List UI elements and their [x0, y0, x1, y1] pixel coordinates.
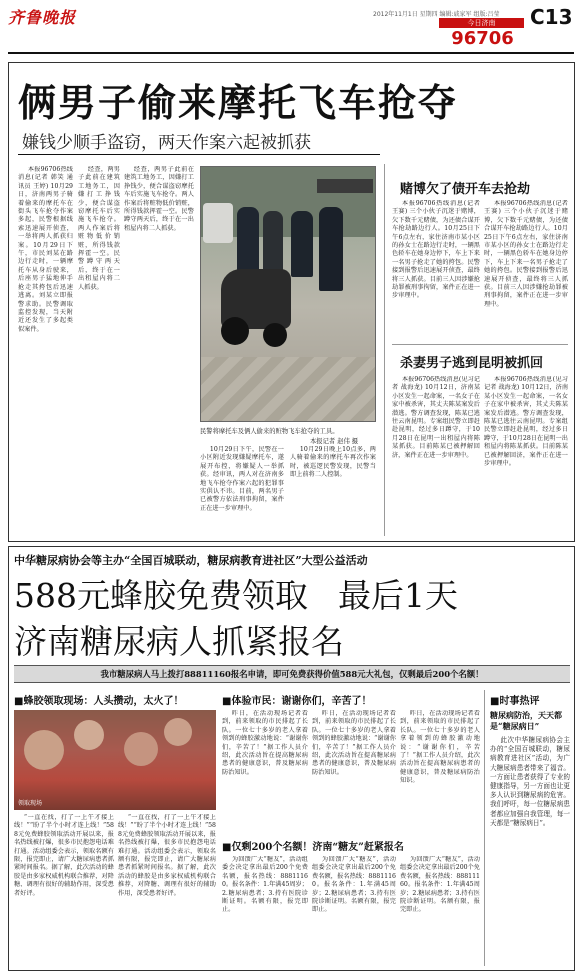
lead-photo-caption: 民警将摩托车及俩人偷来的赃物飞车抢夺的工具。 [200, 428, 339, 435]
ad-photo-crowd-3 [124, 732, 158, 766]
lead-col-2-text: 经查，两男子此前在建筑工地务工，因嫌打工挣钱少，便合谋盗窃摩托车后实施飞车抢夺。两人作案后将赃物低价销赃，所得钱款挥霍一空。民警蹲守两天后，终于在一出租屋内将二人抓获。 [78, 166, 120, 291]
lead-bottom-text-1: 10月29日下午，民警在一小区附近发现嫌疑摩托车，遂展开布控，将嫌疑人一举抓获。经审讯，两人对在济南多地飞车抢夺作案六起的犯罪事实供认不讳。目前，两名男子已被警方依法刑事拘留，案件正在进一步审理中。 [200, 446, 284, 512]
ad-col-4-body [490, 736, 570, 966]
lead-subhead-rule [18, 154, 380, 155]
lead-col-2 [78, 166, 120, 536]
side-story-divider [392, 344, 568, 345]
ad-col-4-divider [484, 690, 485, 966]
lead-divider [384, 164, 385, 536]
side-story-2-text-2: 本报96706热线消息(见习记者 战海龙) 10月12日，济南某小区发生一起命案，一名女子在家中被杀害，其丈夫陈某案发后潜逃。警方调查发现，陈某已逃往云南昆明。专案组民警立即赶赴昆明，经过多日蹲守，于10月28日在昆明一出租屋内将陈某抓获。目前陈某已被押解回济，案件正在进一步审理中。 [484, 376, 568, 468]
ad-headline-1 [14, 570, 458, 617]
photo-car [203, 203, 233, 243]
side-story-1-text-2: 本报96706热线消息(记者 王赛) 三个小伙子沉迷于赌博，欠下数千元赌债，为还债合谋开车抢劫路边行人。10月25日下午6点左右，家住济南市某小区的孙女士在路边行走时，一辆黑色轿车在她身边停下，车上下来一名男子抢走了她的挎包。民警接到报警后迅速展开侦查，最终将三人抓获。目前三人因涉嫌抢劫罪被刑事拘留，案件正在进一步审理中。 [484, 200, 568, 308]
ad-col-2c [400, 710, 480, 830]
masthead-date-line: 2012年11月1日 星期四 编辑:戚家军 组版:吕莹 [373, 11, 500, 18]
ad-col-1-text-2: “一直在找，打了一上午才接上线！”“盼了半个小时才连上线！”588元免费蜂胶领取活动开展以来，报名热线被打爆，很多市民抱怨电话难打通。活动组委会表示，领取名额有限，报完即止，请广大糖尿病患者抓紧时间报名。据了解，此次活动的蜂胶是由多家权威机构联合推荐，对降糖、调理有很好的辅助作用，深受患者好评。 [118, 814, 216, 897]
lead-col-3 [124, 166, 194, 536]
photo-officer-4 [319, 207, 343, 291]
lead-photo-credit: 本报记者 赵伟 摄 [310, 438, 359, 445]
photo-pavement [201, 357, 376, 422]
hotline-number: 96706 [451, 28, 514, 49]
ad-col-2-text-3: 昨日，在活动现场记者看到，前来领取的市民排起了长队。一位七十多岁的老人拿着领到的蜂胶激动地说：“谢谢你们，辛苦了！”据工作人员介绍，此次活动旨在提高糖尿病患者的健康意识，普及糖尿病防治知识。 [400, 710, 480, 785]
ad-headline-2: 济南糖尿病人抓紧报名 [14, 622, 344, 661]
ad-col-3c [400, 856, 480, 966]
ad-col-2a [222, 710, 308, 830]
lead-bottom-col-1 [200, 446, 284, 536]
section-tag: 今日济南 [439, 18, 524, 28]
ad-headline-1-text: 588元蜂胶免费领取 [14, 576, 308, 615]
photo-wheel-rear [263, 323, 287, 347]
ad-photo-crowd-4 [164, 718, 192, 746]
ad-photo-caption: 领取现场 [18, 800, 43, 807]
ad-col-4-heading: ■时事热评 [490, 696, 540, 707]
ad-col-1-text: “一直在找，打了一上午才接上线！”“盼了半个小时才连上线！”588元免费蜂胶领取活动开展以来，报名热线被打爆，很多市民抱怨电话难打通。活动组委会表示，领取名额有限，报完即止，请广大糖尿病患者抓紧时间报名。据了解，此次活动的蜂胶是由多家权威机构联合推荐，对降糖、调理有很好的辅助作用，深受患者好评。 [14, 814, 114, 897]
side-story-1-col-1 [392, 200, 480, 340]
photo-sign [317, 179, 373, 193]
lead-bottom-text-2: 10月29日晚上10点多，两人骑着偷来的摩托车再次作案时，被巡逻民警发现，民警当即上前将二人控制。 [290, 446, 376, 479]
lead-subhead: 嫌钱少顺手盗窃，两天作案六起被抓获 [22, 133, 311, 153]
page-number: C13 [530, 5, 573, 29]
ad-top-line: 中华糖尿病协会等主办“全国百城联动，糖尿病教育进社区”大型公益活动 [14, 554, 368, 567]
side-story-1-text: 本报96706热线消息(记者 王赛) 三个小伙子沉迷于赌博，欠下数千元赌债，为还债合谋开车抢劫路边行人。10月25日下午6点左右，家住济南市某小区的孙女士在路边行走时，一辆黑色轿车在她身边停下，车上下来一名男子抢走了她的挎包。民警接到报警后迅速展开侦查，最终将三人抓获。目前三人因涉嫌抢劫罪被刑事拘留，案件正在进一步审理中。 [392, 200, 480, 300]
ad-col-3a [222, 856, 308, 966]
side-story-2-col-1 [392, 376, 480, 536]
photo-wheel-front [221, 317, 249, 345]
masthead-logo: 齐鲁晚报 [8, 8, 77, 27]
lead-bottom-col-2 [290, 446, 376, 536]
lead-headline: 俩男子偷来摩托飞车抢夺 [18, 80, 459, 125]
side-story-2-text: 本报96706热线消息(见习记者 战海龙) 10月12日，济南某小区发生一起命案，一名女子在家中被杀害，其丈夫陈某案发后潜逃。警方调查发现，陈某已逃往云南昆明。专案组民警立即赶赴昆明，经过多日蹲守，于10月28日在昆明一出租屋内将陈某抓获。目前陈某已被押解回济，案件正在进一步审理中。 [392, 376, 480, 459]
side-story-1-col-2 [484, 200, 568, 340]
photo-officer-1 [237, 207, 259, 277]
ad-col-2-text: 昨日，在活动现场记者看到，前来领取的市民排起了长队。一位七十多岁的老人拿着领到的蜂胶激动地说：“谢谢你们，辛苦了！”据工作人员介绍，此次活动旨在提高糖尿病患者的健康意识，普及糖尿病防治知识。 [222, 710, 308, 776]
lead-col-3-text: 经查，两男子此前在建筑工地务工，因嫌打工挣钱少，便合谋盗窃摩托车后实施飞车抢夺。两人作案后将赃物低价销赃，所得钱款挥霍一空。民警蹲守两天后，终于在一出租屋内将二人抓获。 [124, 166, 194, 232]
ad-col-1-heading: ■蜂胶领取现场：人头攒动，太火了！ [14, 696, 184, 707]
lead-col-1 [18, 166, 73, 536]
ad-col-4-text: 此次中华糖尿病协会主办的“全国百城联动，糖尿病教育进社区”活动，为广大糖尿病患者带来了福音。一方面让患者获得了专业的健康指导，另一方面也让更多人认识到糖尿病的危害。我们呼吁，每一位糖尿病患者都应加强自我管理，每一天都是“糖尿病日”。 [490, 736, 570, 827]
ad-col-2-heading: ■体验市民：谢谢你们，辛苦了！ [222, 696, 372, 707]
ad-photo-crowd-1 [24, 730, 64, 770]
masthead-rule [8, 52, 574, 54]
ad-banner [14, 665, 570, 683]
ad-col-2-text-2: 昨日，在活动现场记者看到，前来领取的市民排起了长队。一位七十多岁的老人拿着领到的蜂胶激动地说：“谢谢你们，辛苦了！”据工作人员介绍，此次活动旨在提高糖尿病患者的健康意识，普及糖尿病防治知识。 [312, 710, 396, 776]
ad-headline-1b-text: 最后1天 [338, 576, 458, 615]
masthead [0, 0, 580, 58]
lead-photo [200, 166, 376, 422]
photo-officer-3 [291, 211, 313, 277]
ad-col-4-subheading: 糖尿病防治，天天都是“糖尿病日” [490, 710, 562, 731]
ad-col-3-heading: ■仅剩200个名额！济南“糖友”赶紧报名 [222, 842, 404, 853]
ad-col-2b [312, 710, 396, 830]
lead-col-1-text: 本报96706热线消息(记者 韩笑 通讯员 王婷) 10月29日，济南两男子骑着偷来的摩托车在街头飞车抢夺作案多起，民警根据线索迅速展开侦查，一举将两人抓获归案。10月29日下午，市民刘某在路边行走时，一辆摩托车从身后驶来，后座男子猛地伸手抢走其挎包后迅速逃离。刘某立即报警求助。民警调取监控发现，当天附近还发生了多起类似案件。 [18, 166, 73, 333]
ad-col-1a [14, 814, 114, 966]
side-story-2-col-2 [484, 376, 568, 536]
ad-banner-text: 我市糖尿病人马上拨打88811160报名申请，即可免费获得价值588元大礼包，仅剩最后200个名额！ [100, 669, 484, 679]
ad-photo [14, 710, 216, 810]
ad-col-3-text: 为回馈广大“糖友”，活动组委会决定拿出最后200个免费名额，报名热线：88811160。报名条件：1.年满45周岁；2.糖尿病患者；3.持有医院诊断证明。名额有限，报完即止。 [222, 856, 308, 914]
ad-col-3b [312, 856, 396, 966]
photo-officer-2 [263, 211, 283, 273]
ad-col-1b [118, 814, 216, 966]
ad-photo-crowd-2 [74, 720, 104, 750]
side-story-2-headline: 杀妻男子逃到昆明被抓回 [400, 356, 544, 371]
side-story-1-headline: 赌博欠了债开车去抢劫 [400, 182, 531, 197]
ad-col-3-text-2: 为回馈广大“糖友”，活动组委会决定拿出最后200个免费名额，报名热线：88811160。报名条件：1.年满45周岁；2.糖尿病患者；3.持有医院诊断证明。名额有限，报完即止。 [312, 856, 396, 914]
ad-col-3-text-3: 为回馈广大“糖友”，活动组委会决定拿出最后200个免费名额，报名热线：88811160。报名条件：1.年满45周岁；2.糖尿病患者；3.持有医院诊断证明。名额有限，报完即止。 [400, 856, 480, 914]
